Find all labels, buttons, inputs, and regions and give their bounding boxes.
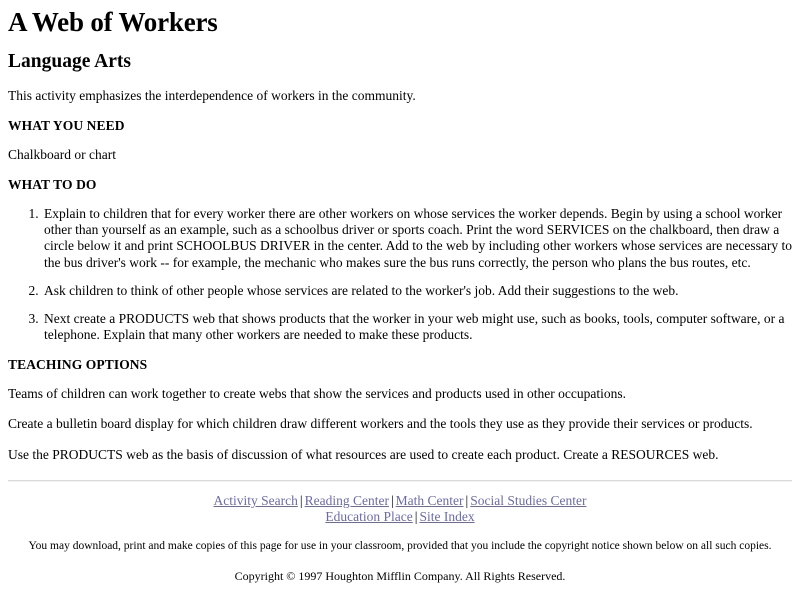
procedure-heading: WHAT TO DO xyxy=(8,177,97,193)
link-activity-search[interactable]: Activity Search xyxy=(213,492,298,508)
materials-heading: WHAT YOU NEED xyxy=(8,118,125,133)
teaching-option-paragraph: Create a bulletin board display for which children draw different workers and the tools they use as they provide their services or products. xyxy=(8,416,753,432)
link-separator: | xyxy=(465,492,469,508)
link-separator: | xyxy=(299,492,303,508)
footer-links-row-secondary xyxy=(8,509,792,525)
copyright-notice: Copyright © 1997 Houghton Mifflin Company. All Rights Reserved. xyxy=(234,569,566,584)
link-separator: | xyxy=(414,509,418,525)
list-item: 2. Ask children to think of other people whose services are related to the worker's job. Add their suggestions to the web. xyxy=(42,283,792,299)
link-education-place[interactable]: Education Place xyxy=(325,509,413,525)
materials-text: Chalkboard or chart xyxy=(8,146,116,162)
footer-navigation xyxy=(8,493,792,526)
footer-divider xyxy=(8,480,792,482)
copy-permission-notice: You may download, print and make copies of this page for use in your classroom, provided that you include the copyright notice shown below on all such copies. xyxy=(28,539,772,552)
teaching-option-paragraph: Use the PRODUCTS web as the basis of discussion of what resources are used to create each product. Create a RESOURCES web. xyxy=(8,446,719,462)
teaching-options-heading: TEACHING OPTIONS xyxy=(8,357,148,373)
link-site-index[interactable]: Site Index xyxy=(419,509,475,525)
teaching-option-paragraph: Teams of children can work together to create webs that show the services and products used in other occupations. xyxy=(8,386,626,402)
footer-links-row-primary xyxy=(8,493,792,509)
link-reading-center[interactable]: Reading Center xyxy=(304,492,389,508)
link-social-studies-center[interactable]: Social Studies Center xyxy=(470,492,587,508)
page-title: A Web of Workers xyxy=(8,7,218,37)
link-math-center[interactable]: Math Center xyxy=(395,492,464,508)
list-item: 3. Next create a PRODUCTS web that shows products that the worker in your web might use, such as books, tools, computer software, or a telephone. Explain that many other workers are needed to make these products. xyxy=(42,311,792,343)
procedure-steps xyxy=(8,206,792,343)
activity-description: This activity emphasizes the interdependence of workers in the community. xyxy=(8,87,416,103)
link-separator: | xyxy=(390,492,394,508)
subject-heading: Language Arts xyxy=(8,51,131,73)
list-item: 1. Explain to children that for every worker there are other workers on whose services the worker depends. Begin by using a school worker other than yourself as an example, such as a schoolbus driver or sports coach. Print the word SERVICES on the chalkboard, then draw a circle below it and print SCHOOLBUS DRIVER in the center. Add to the web by including other workers whose services are necessary to the bus driver's work -- for example, the mechanic who makes sure the bus runs correctly, the person who plans the bus routes, etc. xyxy=(42,206,792,271)
